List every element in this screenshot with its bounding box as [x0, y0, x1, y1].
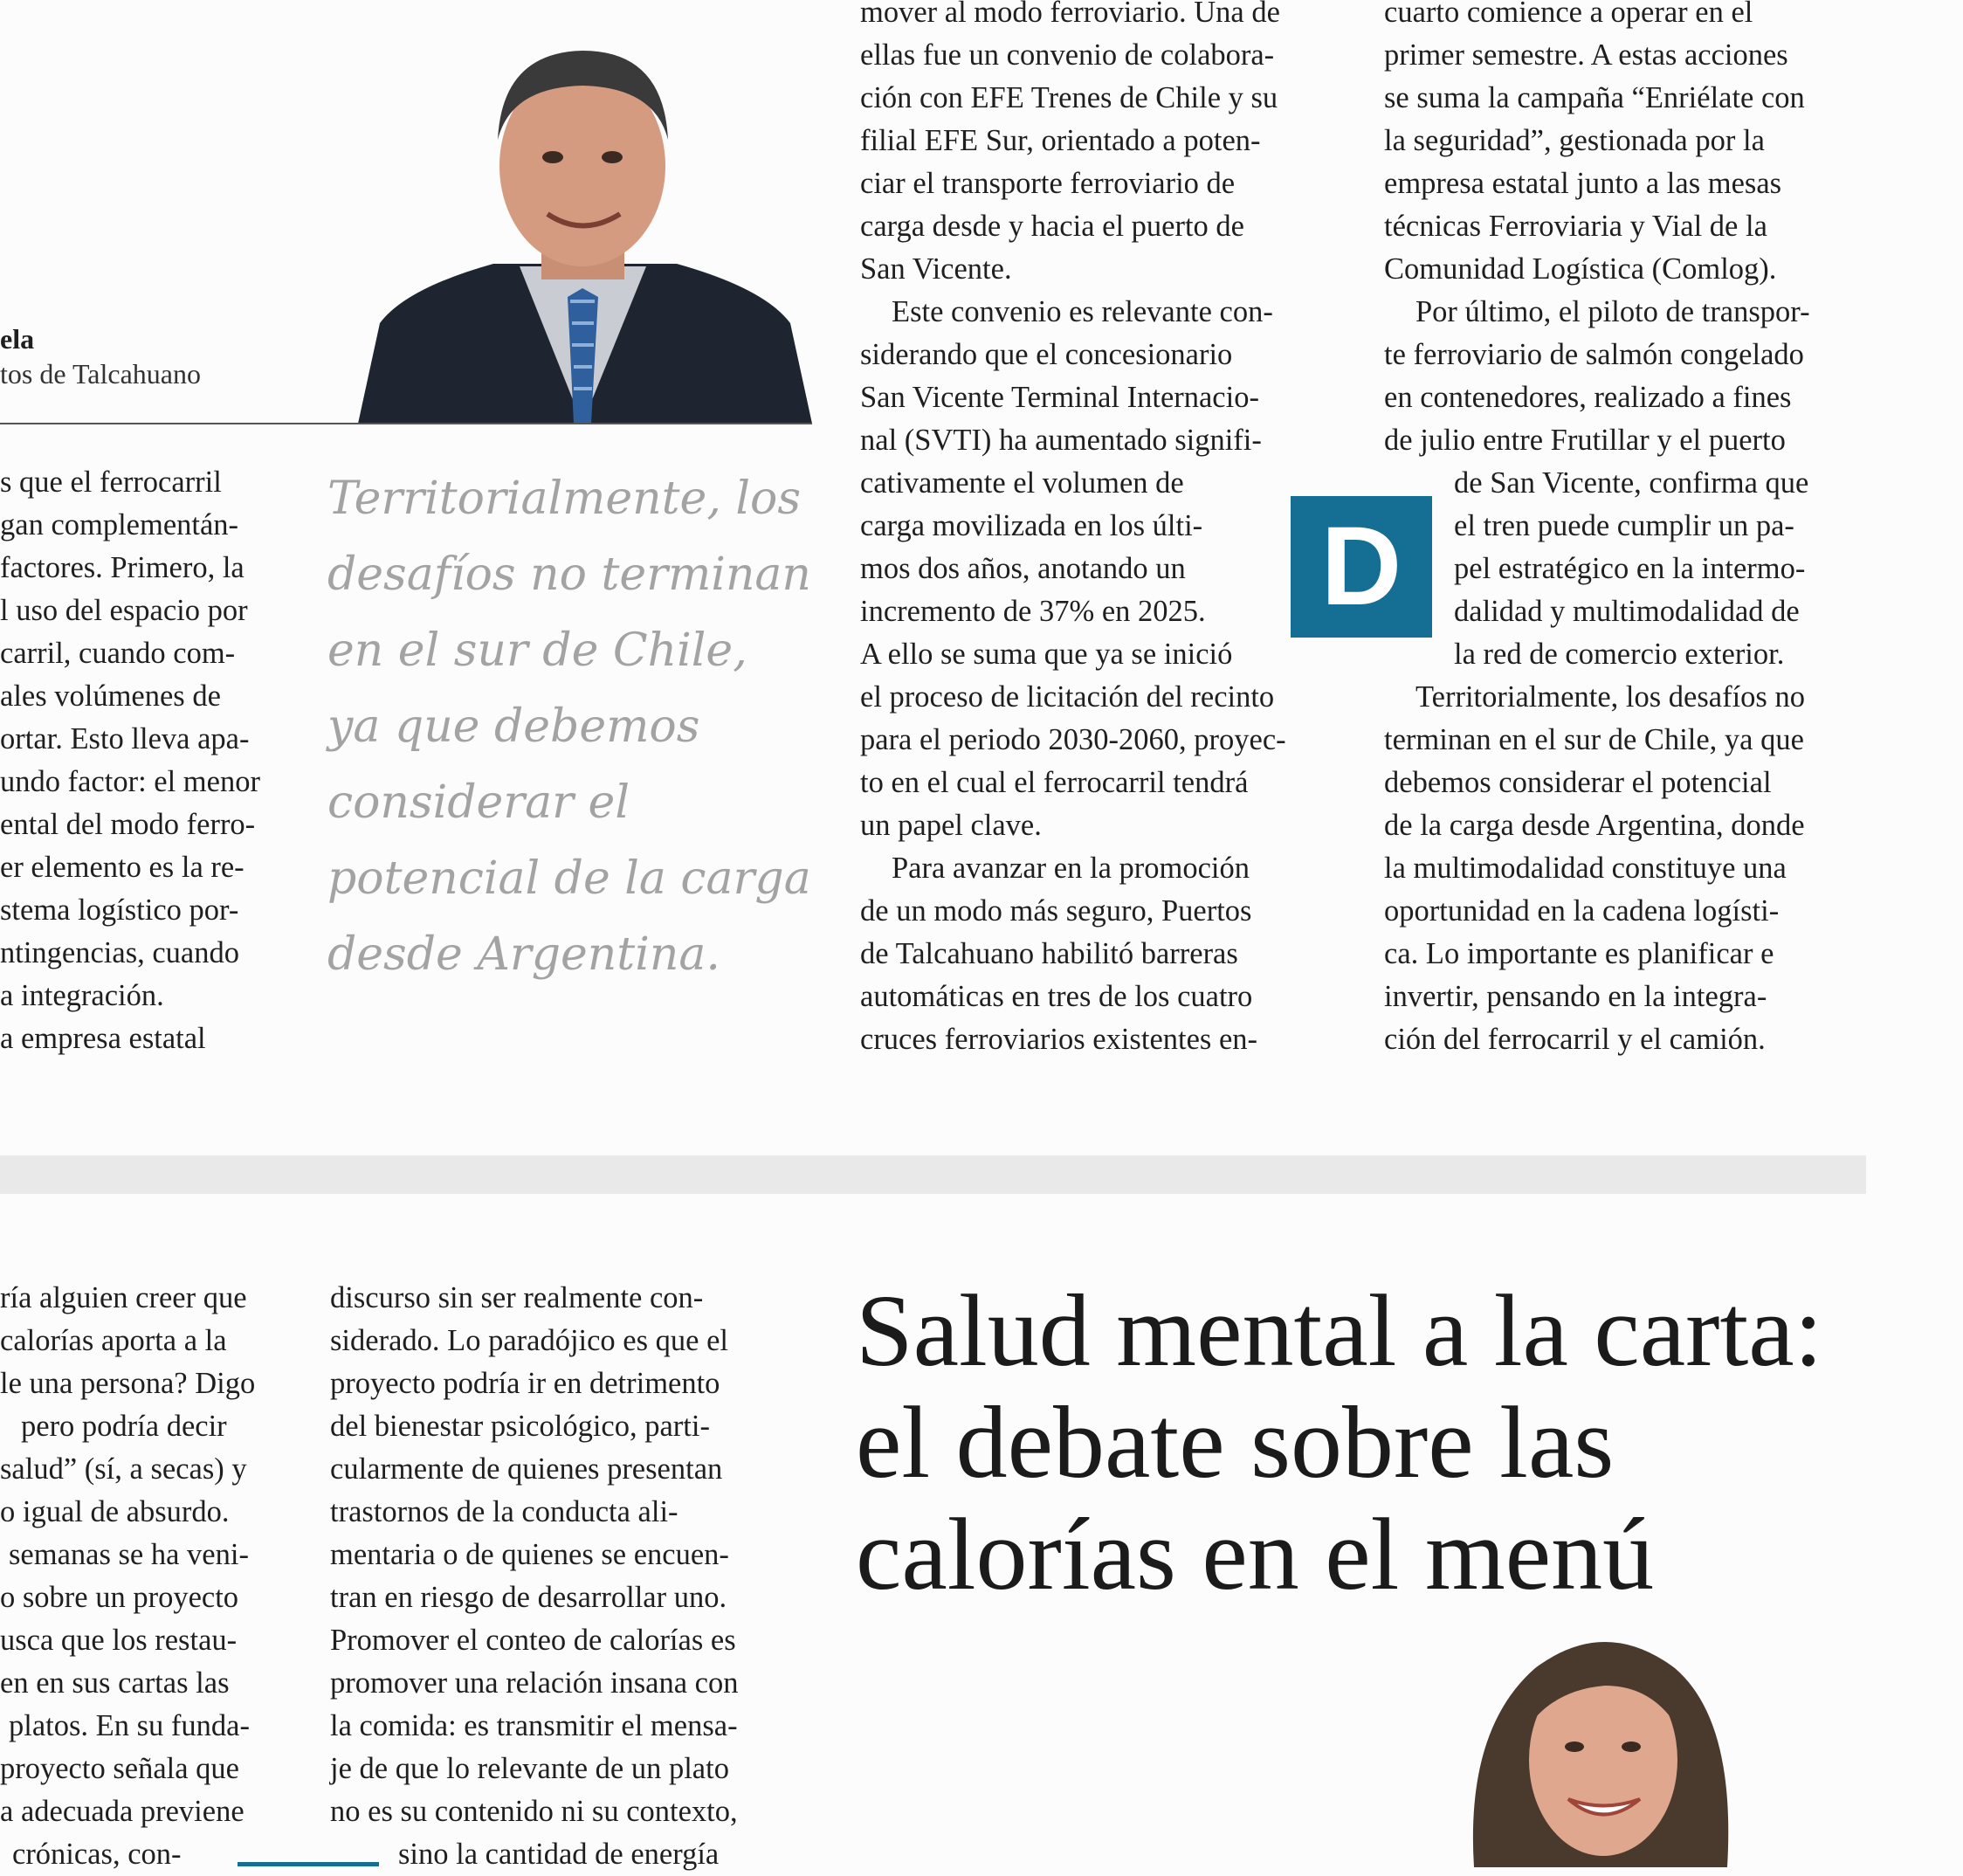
- column-line: mover al modo ferroviario. Una de: [860, 0, 1280, 29]
- column-line: ciar el transporte ferroviario de: [860, 167, 1236, 200]
- column-line: automáticas en tres de los cuatro: [860, 980, 1253, 1013]
- column-line: invertir, pensando en la integra-: [1384, 980, 1767, 1013]
- column-line: cularmente de quienes presentan: [330, 1452, 723, 1486]
- column-line: la multimodalidad constituye una: [1384, 852, 1787, 885]
- column-line: cruces ferroviarios existentes en-: [860, 1023, 1258, 1056]
- column-line: ental del modo ferro-: [0, 808, 256, 841]
- author-role: tos de Talcahuano: [0, 358, 201, 390]
- column-line: Comunidad Logística (Comlog).: [1384, 252, 1777, 286]
- column-line: de Talcahuano habilitó barreras: [860, 937, 1238, 970]
- column-line: l uso del espacio por: [0, 594, 248, 627]
- column-line: carga desde y hacia el puerto de: [860, 210, 1244, 243]
- column-line: empresa estatal junto a las mesas: [1384, 167, 1782, 200]
- column-line: pel estratégico en la intermo-: [1454, 552, 1806, 585]
- column-line: un papel clave.: [860, 809, 1042, 842]
- upper-article-column-4: [1384, 0, 1867, 1061]
- column-line: de un modo más seguro, Puertos: [860, 894, 1252, 928]
- column-line: en en sus cartas las: [0, 1666, 230, 1700]
- column-line: ellas fue un convenio de colabora-: [860, 38, 1275, 72]
- column-line: carga movilizada en los últi-: [860, 509, 1203, 542]
- lower-article-column-2: [330, 1277, 815, 1876]
- column-line: Promover el conteo de calorías es: [330, 1624, 736, 1657]
- column-line: debemos considerar el potencial: [1384, 766, 1772, 799]
- column-line: o igual de absurdo.: [0, 1495, 230, 1528]
- drop-cap: D: [1291, 496, 1432, 638]
- column-line: la red de comercio exterior.: [1454, 638, 1785, 671]
- column-line: te ferroviario de salmón congelado: [1384, 338, 1804, 371]
- column-line: promover una relación insana con: [330, 1666, 739, 1700]
- pull-quote-line: ya que debemos: [327, 700, 700, 753]
- columnist-portrait-photo: [1457, 1624, 1745, 1867]
- column-line: técnicas Ferroviaria y Vial de la: [1384, 210, 1767, 243]
- column-line: s que el ferrocarril: [0, 466, 222, 499]
- column-line: tran en riesgo de desarrollar uno.: [330, 1581, 727, 1614]
- column-line: el proceso de licitación del recinto: [860, 680, 1275, 714]
- section-separator-band: [0, 1155, 1866, 1194]
- headline-line: el debate sobre las: [856, 1385, 1615, 1500]
- accent-rule: [238, 1862, 379, 1866]
- pull-quote-line: desafíos no terminan: [327, 548, 811, 601]
- column-line: se suma la campaña “Enriélate con: [1384, 81, 1805, 114]
- column-line: A ello se suma que ya se inició: [860, 638, 1233, 671]
- column-line: semanas se ha veni-: [9, 1538, 249, 1571]
- column-line: to en el cual el ferrocarril tendrá: [860, 766, 1249, 799]
- column-line: ción con EFE Trenes de Chile y su: [860, 81, 1278, 114]
- column-line: ción del ferrocarril y el camión.: [1384, 1023, 1766, 1056]
- column-line: en contenedores, realizado a fines: [1384, 381, 1792, 414]
- upper-article-column-1: [0, 461, 284, 1060]
- column-line: calorías aporta a la: [0, 1324, 227, 1357]
- pull-quote-line: potencial de la carga: [327, 852, 811, 905]
- column-line: nal (SVTI) ha aumentado signifi-: [860, 424, 1262, 457]
- column-line: er elemento es la re-: [0, 851, 245, 884]
- column-line: trastornos de la conducta ali-: [330, 1495, 678, 1528]
- column-line: siderado. Lo paradójico es que el: [330, 1324, 728, 1357]
- column-line: ortar. Esto lleva apa-: [0, 722, 250, 755]
- column-line: a empresa estatal: [0, 1022, 206, 1055]
- column-line: a adecuada previene: [0, 1795, 245, 1828]
- column-line: factores. Primero, la: [0, 551, 245, 584]
- column-line: no es su contenido ni su contexto,: [330, 1795, 738, 1828]
- column-line: salud” (sí, a secas) y: [0, 1452, 247, 1486]
- author-name: ela: [0, 323, 35, 355]
- section-divider-line: [0, 423, 812, 424]
- column-line: cativamente el volumen de: [860, 466, 1184, 500]
- pull-quote: [327, 461, 816, 993]
- pull-quote-line: desde Argentina.: [327, 928, 720, 981]
- headline-line: calorías en el menú: [856, 1497, 1655, 1611]
- column-line: Territorialmente, los desafíos no: [1415, 680, 1805, 714]
- column-line: o sobre un proyecto: [0, 1581, 239, 1614]
- column-line: Este convenio es relevante con-: [892, 295, 1273, 328]
- column-line: terminan en el sur de Chile, ya que: [1384, 723, 1804, 756]
- column-line: de San Vicente, confirma que: [1454, 466, 1809, 500]
- upper-article-column-3: [860, 0, 1345, 1061]
- column-line: a integración.: [0, 979, 164, 1012]
- column-line: la seguridad”, gestionada por la: [1384, 124, 1765, 157]
- column-line: je de que lo relevante de un plato: [330, 1752, 729, 1785]
- headline-line: Salud mental a la carta:: [856, 1273, 1823, 1388]
- column-line: platos. En su funda-: [9, 1709, 250, 1742]
- column-line: stema logístico por-: [0, 893, 239, 927]
- pull-quote-line: considerar el: [327, 776, 630, 829]
- column-line: mos dos años, anotando un: [860, 552, 1186, 585]
- column-line: cuarto comience a operar en el: [1384, 0, 1753, 29]
- column-line: Para avanzar en la promoción: [892, 852, 1250, 885]
- column-line: incremento de 37% en 2025.: [860, 595, 1206, 628]
- column-line: carril, cuando com-: [0, 637, 236, 670]
- column-line: undo factor: el menor: [0, 765, 260, 798]
- column-line: gan complementán-: [0, 508, 239, 541]
- column-line: San Vicente.: [860, 252, 1012, 286]
- column-line: crónicas, con-: [12, 1838, 182, 1871]
- column-line: el tren puede cumplir un pa-: [1454, 509, 1794, 542]
- pull-quote-line: en el sur de Chile,: [327, 624, 747, 677]
- column-line: del bienestar psicológico, parti-: [330, 1410, 710, 1443]
- column-line: dalidad y multimodalidad de: [1454, 595, 1800, 628]
- column-line: la comida: es transmitir el mensa-: [330, 1709, 738, 1742]
- column-line: usca que los restau-: [0, 1624, 238, 1657]
- column-line: mentaria o de quienes se encuen-: [330, 1538, 729, 1571]
- column-line: primer semestre. A estas acciones: [1384, 38, 1788, 72]
- lower-article-column-1: [0, 1277, 284, 1876]
- column-line: proyecto podría ir en detrimento: [330, 1367, 720, 1400]
- column-line: de la carga desde Argentina, donde: [1384, 809, 1805, 842]
- column-line: ca. Lo importante es planificar e: [1384, 937, 1774, 970]
- column-line: ales volúmenes de: [0, 679, 221, 713]
- column-line: proyecto señala que: [0, 1752, 239, 1785]
- column-line: filial EFE Sur, orientado a poten-: [860, 124, 1261, 157]
- column-line: Por último, el piloto de transpor-: [1415, 295, 1810, 328]
- column-line: discurso sin ser realmente con-: [330, 1281, 704, 1314]
- column-line: de julio entre Frutillar y el puerto: [1384, 424, 1786, 457]
- author-portrait-photo: [354, 35, 812, 424]
- column-line: pero podría decir: [21, 1410, 227, 1443]
- article-headline: [856, 1275, 1822, 1610]
- pull-quote-line: Territorialmente, los: [327, 472, 802, 525]
- column-line: siderando que el concesionario: [860, 338, 1233, 371]
- column-line: le una persona? Digo: [0, 1367, 256, 1400]
- column-line: San Vicente Terminal Internacio-: [860, 381, 1259, 414]
- column-line: para el periodo 2030-2060, proyec-: [860, 723, 1286, 756]
- column-line: sino la cantidad de energía: [398, 1838, 720, 1871]
- column-line: oportunidad en la cadena logísti-: [1384, 894, 1780, 928]
- column-line: ría alguien creer que: [0, 1281, 247, 1314]
- column-line: ntingencias, cuando: [0, 936, 239, 969]
